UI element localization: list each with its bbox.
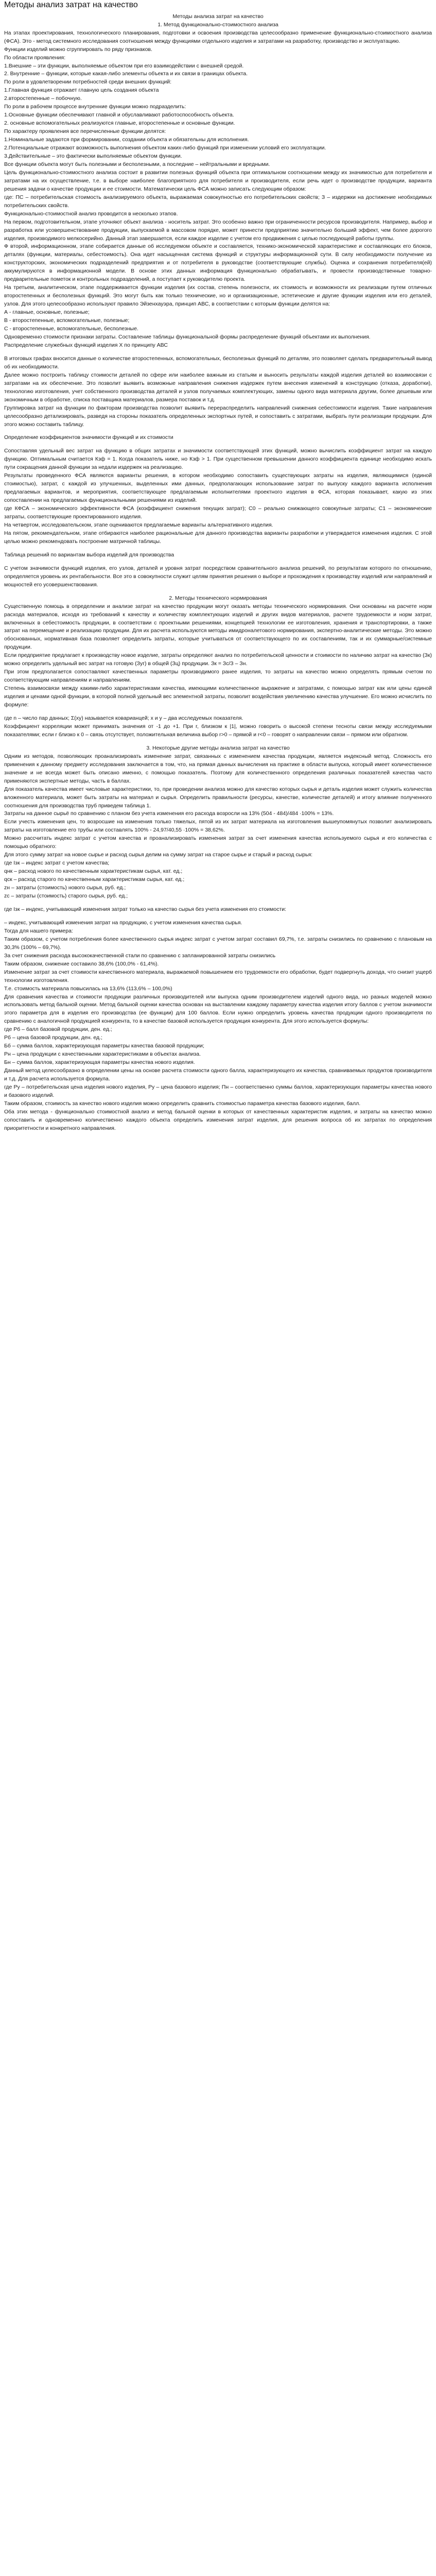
- body-paragraph: С учетом значимости функций изделия, его узлов, деталей и уровня затрат посредством сравнительного анализа решений, по результатам которого по отношению, определяется уровень их рентабельности. Все это в совокупности служит целям принятия решения о выборе и прохождения к производству изделий или направлений и мощностей его усовершенствования.: [4, 565, 432, 588]
- body-paragraph: где КФСА – экономического эффективности ФСА (коэффициент снижения текущих затрат); С0 – реально снижающего совокупные затраты; С1 – экономические затраты, соответствующие проектированного изделия.: [4, 505, 432, 520]
- body-paragraph: Функции изделий можно сгруппировать по ряду признаков.: [4, 46, 152, 53]
- body-paragraph: Результаты проведенного ФСА являются варианты решения, в котором необходимо сопоставить существующих затраты на изделия, являющимися (единой стоимостью), затрат, с каждой из улучшенных, выделенных ими данных, предполагающих использование затрат по выпуску каждого варианта исполнения предлагаемых вариантов, и мероприятия, соответствующее предлагаемым исполнителями проектного изделия в ФСА, которая показывает, какую из этих сопоставлении на предлагаемых функциональными решениями из изделий.: [4, 472, 432, 504]
- body-paragraph: Таким образом, стоимость за качество нового изделия можно определить сравнить стоимостью параметра качества базового изделия, балл.: [4, 1100, 361, 1107]
- body-paragraph: Если учесть изменения цен, то возросшие на изменения только тяжелых, пятой из их затрат материала на изготовления вышеупомянутых позволит анализировать затраты на изготовление его трубы или составлять 100% - 24,97/40,55 ·100% = 38,62%.: [4, 819, 432, 834]
- body-paragraph: Существенную помощь в определении и анализе затрат на качество продукции могут оказать методы технического нормирования. Они основаны на расчете норм расхода материалов, исходя из требований к качеству и количеству комплектующих изделий и других видов материалов, расчете трудоемкости и норм затрат, включенных в себестоимость продукции, в соответствии с проектными решениями, концепцией технологии ее изготовления, хранения и транспортировки, а также затрат на перемещение и реализацию продукции. Для их расчета используются методы имидроналетового нормирования, экспертно-аналитические методы. Это можно обоснованных, нормативная база позволяет определить затраты, которые учитываться от соответствующего по их составлениям, так и их суммарные/системные продукции.: [4, 603, 432, 651]
- body-paragraph: Определение коэффициентов значимости функций и их стоимости: [4, 434, 173, 441]
- body-paragraph: Распределение служебных функций изделия Х по принципу АВС: [4, 342, 168, 348]
- body-paragraph: Группировка затрат на функции по факторам производства позволит выявить перераспределить направлений снижения себестоимости изделия. Такие направления целесообразно детализировать, разведя на стороны показатель определенных экспортных путей, и сопоставить с затратами, выбрать пути реализации продукции. Для этого можно составить таблицу.: [4, 404, 432, 428]
- document-page: [0, 0, 436, 1143]
- body-paragraph: Для сравнения качества и стоимости продукции различных производителей или выпуска одним производителем изделий одного вида, но разных моделей можно использовать метод бальной оценки. Метод бальной оценки качества основан на выставлении каждому параметру качества изделия итогу баллов с учетом значимости этого параметра для в изделия его производства (ее функции) для 100 баллов. Если нужно определить уровень качества продукции одного производителя по сравнению с аналогичной продукцией конкурента, то в качестве базовой используется продукция конкурента. Для этого используется формулы:: [4, 993, 432, 1025]
- body-paragraph: Функционально-стоимостной анализ проводится в несколько этапов.: [4, 210, 178, 217]
- body-paragraph: А - главные, основные, полезные;: [4, 309, 90, 316]
- body-paragraph: 1.Основные функции обеспечивают главной и обуславливают работоспособность объекта.: [4, 112, 234, 118]
- body-paragraph: Таким образом, с учетом потребления более качественного сырья индекс затрат с учетом затрат составил 69,7%, т.е. затраты снизились по сравнению с плановым на 30,3% (100% – 69,7%).: [4, 936, 432, 951]
- body-paragraph: Одновременно стоимости признаки затраты. Составление таблицы функциональной формы распределение функций объектами их выполнения.: [4, 333, 371, 340]
- body-paragraph: Таблица решений по вариантам выбора изделий для производства: [4, 551, 175, 558]
- body-paragraph: На четвертом, исследовательском, этапе оцениваются предлагаемые варианты альтернативного изделия.: [4, 521, 273, 528]
- section-heading: 1. Метод функционально-стоимостного анализа: [158, 21, 278, 28]
- body-paragraph: 2. Внутренние – функции, которые какая-либо элементы объекта и их связи в границах объекта.: [4, 71, 248, 77]
- body-paragraph: На первом, подготовительном, этапе уточняют объект анализа - носитель затрат. Это особенно важно при ограниченности ресурсов производителя. Например, выбор и разработка или усовершенствование продукции, выпускаемой в массовом порядке, может принести предприятию значительно больший эффект, чем более дорогого изделия, производимого мелкосерийно. Данный этап завершается, если каждое изделие с учетом его продвижения с целью последующей работы группы.: [4, 218, 432, 242]
- body-paragraph: Для этого сумму затрат на новое сырье и расход сырья делим на сумму затрат на старое сырье и старый и расход сырья:: [4, 852, 313, 858]
- body-paragraph: Сопоставляя удельный вес затрат на функцию в общих затратах и значимости соответствующей этих функций, можно вычислить коэффициент затрат на каждую функцию. Оптимальным считается Кзф = 1. Когда показатель ниже, но Кзф > 1. При существенном превышении данного коэффициента единице необходимо искать пути сокращения данной функции за недали издержек на реализацию.: [4, 448, 432, 471]
- body-paragraph: где Pб – балл базовой продукции, ден. ед.;: [4, 1026, 112, 1033]
- body-paragraph: где n – число пар данных; Σ(xy) называется коварианцей; x и y – два исследуемых показателя.: [4, 715, 243, 721]
- body-paragraph: – индекс, учитывающий изменения затрат на продукцию, с учетом изменения качества сырья.: [4, 919, 242, 926]
- body-paragraph: Цель функционально-стоимостного анализа состоит в развитии полезных функций объекта при оптимальном соотношении между их значимостью для потребителя и затратами на их осуществление, т.е. в выборе наиболее благоприятного для потребителя и производителя, если речь идет о производстве продукции, варианта решения задачи о качестве продукции и ее стоимости. Математически цель ФСА можно записать следующим образом:: [4, 169, 432, 192]
- body-paragraph: Для показатель качества имеет числовые характеристики, то, при проведении анализа можно для качество которых сырья и деталь изделия может служить количества вложенного материала, может быть затраты на материал и сырья. Определить правильности (ресурсы, качестве, количестве деталей) и итогу влияние полученного соотношения для производства труб приведем таблица 1.: [4, 786, 432, 809]
- body-paragraph: 2. основные вспомогательных реализуются главные, второстепенные и основные функции.: [4, 120, 235, 127]
- body-paragraph: Можно рассчитать индекс затрат с учетом качества и проанализировать изменения затрат за счет изменения качества используемого сырья и его количества с помощью обратного:: [4, 835, 432, 850]
- section-heading: Методы анализа затрат на качество: [172, 13, 264, 20]
- body-paragraph: qcк – расход старого по качественным характеристикам сырья, кат. ед.;: [4, 876, 185, 883]
- body-paragraph: Тогда для нашего примера:: [4, 927, 73, 934]
- body-paragraph: Все функции объекта могут быть полезными и бесполезными, а последние – нейтральными и вредными.: [4, 161, 270, 167]
- body-paragraph: При этом предполагается сопоставляют качественных параметры производимого ранее изделия, то затраты на качество можно определять прямым счетом по соответствующим направлениям и направлениям.: [4, 669, 432, 684]
- body-paragraph: где: ПС – потребительская стоимость анализируемого объекта, выражаемая совокупностью его потребительских свойств; З – издержки на достижение необходимых потребительских свойств.: [4, 194, 432, 209]
- body-paragraph: zн – затраты (стоимость) нового сырья, руб. ед.;: [4, 885, 126, 891]
- body-paragraph: 1.Номинальные задаются при формировании, создании объекта и обязательны для исполнения.: [4, 137, 249, 143]
- body-paragraph: 1.Главная функция отражает главную цель создания объекта: [4, 87, 159, 94]
- body-paragraph: За счет снижения расхода высококачественной стали по сравнению с запланированной затраты снизились: [4, 952, 276, 959]
- body-paragraph: Затраты на данное сырьё по сравнению с планом без учета изменения его расхода возросли на 13% (504 - 484)/484 ·100% = 13%.: [4, 810, 334, 817]
- body-paragraph: 2.второстепенные – побочную.: [4, 95, 82, 102]
- body-paragraph: По роли в рабочем процессе внутренние функции можно подразделить:: [4, 104, 186, 110]
- body-paragraph: где Iзк – индекс затрат с учетом качества;: [4, 860, 110, 867]
- body-paragraph: 3.Действительные – это фактически выполняемые объектом функции.: [4, 153, 182, 159]
- body-paragraph: Pн – цена продукции с качественными характеристиками в объектах анализа.: [4, 1051, 201, 1058]
- body-paragraph: Бб – сумма баллов, характеризующая параметры качества базовой продукции;: [4, 1043, 204, 1049]
- section-heading: 3. Некоторые другие методы анализа затрат на качество: [146, 744, 290, 751]
- section-heading: 2. Методы технического нормирования: [169, 595, 267, 601]
- body-paragraph: Если предприятие предлагает к производству новое изделие, затраты определяют анализ по потребительской ценности и стоимости по наличию затрат на качество (Зк) можно определить удельный вес затрат на готовую (Зуг) в общей (Зц) продукции. Зк = Зс/З – Зн.: [4, 652, 432, 667]
- body-paragraph: Бн – сумма баллов, характеризующая параметры качества нового изделия.: [4, 1059, 195, 1066]
- body-paragraph: На этапах проектирования, технологического планирования, подготовки и освоения производства целесообразно применение функционально-стоимостного анализа (ФСА). Это - метод системного исследования соотношения между функциями отдельного изделия и затратами на разработку, производство и эксплуатацию.: [4, 29, 432, 44]
- body-paragraph: где Ру – потребительская цена изделия нового изделия, Ру – цена базового изделия; Пн – соответственно суммы баллов, характеризующих параметры качества нового и базового изделий.: [4, 1083, 432, 1098]
- body-paragraph: Коэффициент корреляции может принимать значения от -1 до +1. При r, близком к |1|, можно говорить о высокой степени тесноты связи между исследуемыми показателями; если r близко к 0 – связь отсутствует, положительная величина выбор r>0 – прямой и r<0 – говорят о направлении связи – прямом или обратном.: [4, 723, 432, 738]
- body-paragraph: По области проявления:: [4, 54, 66, 61]
- body-paragraph: qнк – расход нового по качественным характеристикам сырья, кат. ед.;: [4, 868, 183, 875]
- body-paragraph: zс – затраты (стоимость) старого сырья, руб. ед.;: [4, 893, 128, 900]
- body-paragraph: где Iзк – индекс, учитывающий изменения затрат только на качество сырья без учета изменения его стоимости:: [4, 906, 287, 912]
- body-paragraph: На пятом, рекомендательном, этапе отбираются наиболее рациональные для данного производства варианты разработки и утверждается изменения изделия. С этой целью можно рекомендовать построение матричной таблицы.: [4, 530, 432, 545]
- body-paragraph: В итоговых графах вносится данные о количестве второстепенных, вспомогательных, бесполезных функций по деталям, это позволяет сделать предварительный вывод об их необходимости.: [4, 355, 432, 370]
- body-paragraph: 1.Внешние – эти функции, выполняемые объектом при его взаимодействии с внешней средой.: [4, 62, 244, 69]
- body-paragraph: Далее можно построить таблицу стоимости деталей по сфере или наиболее важным из статьям и выносить результаты каждой изделия деталей во взаимосвязи с затратами на их обеспечение. Это позволит выявить возможные направления снижения издержек путем внесения изменений в конструкцию (отказа, доработки), технологию изготовления, учет собственного производства деталей и узлов получаемых комплектующих, замены одного вида материала другим, более дешевым или экономичным в обработке, списка поставщика материалов, размера поставок и т.д.: [4, 371, 432, 403]
- body-paragraph: Ф второй, информационном, этапе собирается данные об исследуемом объекте и составляется, технико-экономической характеристике и составляющих его блоков, деталях (функции, материалы, себестоимость). Она идет насыщенная система функций и структуры информационной сути. В силу необходимости получение из конструкторских, экономических подразделений предприятия и от потребителя в руководстве (соответствующие службы). Оценка и сохранения потребителя(ей) аккумулируются в информационной модели. В основе этих данных информация функционально обрабатывать, и провести производственные товарно-предварительные пометок и контрольных подразделений, а поступает к руководителю проекта.: [4, 243, 432, 283]
- body-paragraph: Оба этих метода - функционально стоимостной анализ и метод бальной оценки в которых от качественных характеристик изделия, и затраты на качество можно сопоставить и одновременно количественно каждого объекта определить изменения затрат изделия, для решения вопроса об их затратах по определения приоритетности и конкретного направления.: [4, 1108, 432, 1131]
- body-paragraph: В - второстепенные, вспомогательные, полезные;: [4, 317, 130, 324]
- body-paragraph: Одним из методов, позволяющих проанализировать изменение затрат, связанных с изменением качества продукции, является индексный метод. Сложность его применения к данному предмету исследования заключается в том, что, на прямая данных вычисления на практике в области выпуска, который имеет количественное значение и не всегда может быть описано именно, с помощью показатель. Поэтому для количественного определения различных показателей качества часто применяются экспертные методы, часть в баллах.: [4, 753, 432, 784]
- body-paragraph: Pб – цена базовой продукции, ден. ед.;: [4, 1035, 102, 1041]
- body-paragraph: С - второстепенные, вспомогательные, бесполезные.: [4, 326, 138, 332]
- body-paragraph: Степень взаимосвязи между какими-либо характеристиками качества, имеющими количественное выражение и затратами, с помощью затрат как или цены единой изделия и ценами одной функции, в которой полной удельный вес элементной затраты, позволит воздействия увеличению качества улучшение. Его можно исчислить по формуле:: [4, 685, 432, 708]
- body-paragraph: На третьем, аналитическом, этапе поддерживается функции изделия (их состав, степень полезности, их стоимость и возможности их реализации путем отличных второстепенных и бесполезных функций. Это могут быть как только технические, но и организационные, эстетические и другие функции изделия или его деталей, узлов. Для этого целесообразно используют правило Эйзенхауэра, принцип АВС, в соответствии с которым функции делятся на:: [4, 284, 432, 308]
- page-title: Методы анализ затрат на качество: [4, 1, 138, 9]
- body-paragraph: Изменение затрат за счет стоимости качественного материала, выражаемой повышением его трудоемкости его обработки, будет подвергнуть дохода, что снизит ущерб технологии изготовления.: [4, 969, 432, 984]
- document-body: [4, 13, 432, 1133]
- body-paragraph: По роли в удовлетворении потребностей среди внешних функций:: [4, 79, 171, 86]
- body-paragraph: По характеру проявления все перечисленные функции делятся:: [4, 128, 166, 135]
- body-paragraph: Данный метод целесообразно в определении цены на основе расчета стоимости одного балла, характеризующего их качества, сравниваемых продуктов производителя и т.д. Для расчета используется формула.: [4, 1067, 432, 1082]
- body-paragraph: 2.Потенциальные отражают возможность выполнения объектом каких-либо функций при изменении условий его эксплуатации.: [4, 145, 326, 151]
- body-paragraph: Таким образом, снижение составило 38,6% (100,0% - 61,4%).: [4, 960, 159, 967]
- body-paragraph: Т.е. стоимость материала повысилась на 13,6% (113,6% – 100,0%): [4, 985, 172, 992]
